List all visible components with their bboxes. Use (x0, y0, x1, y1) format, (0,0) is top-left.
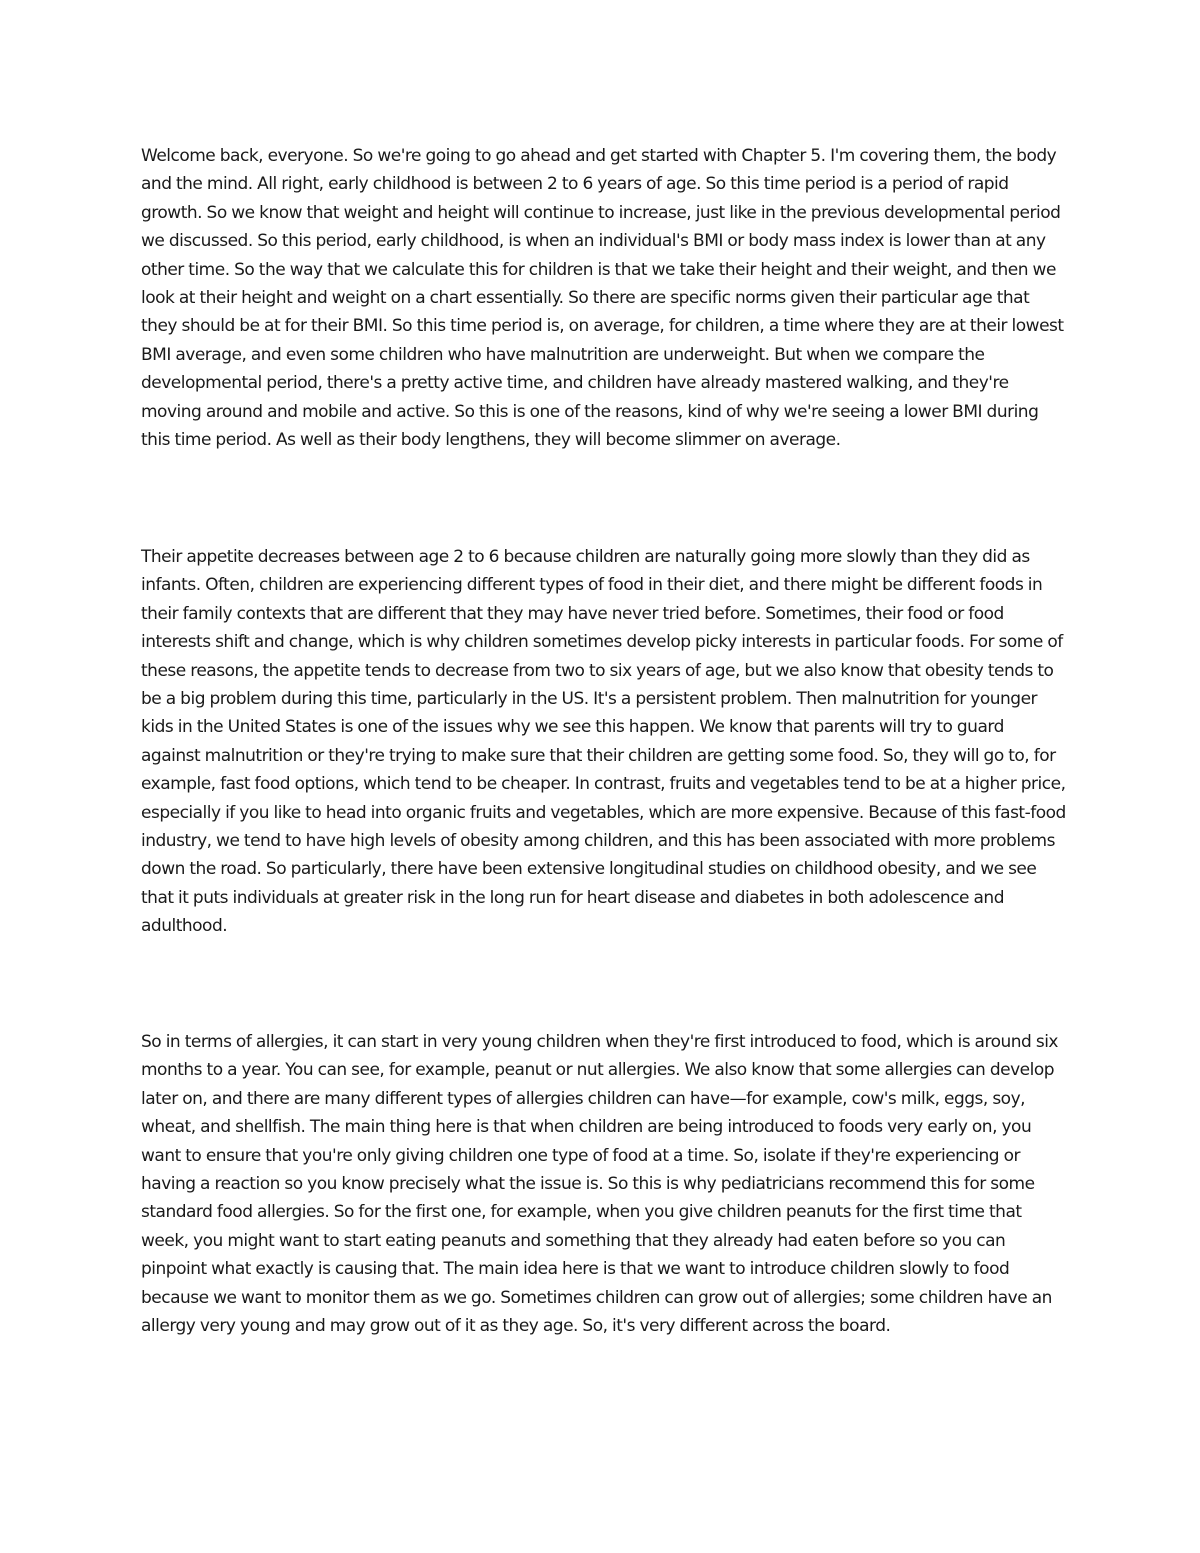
paragraph-body-and-bmi: Welcome back, everyone. So we're going to go ahead and get started with Chapter 5. I'm covering them, the body and the mind. All right, early childhood is between 2 to 6 years of age. So this time period is a period of rapid growth. So we know that weight and height will continue to increase, just like in the previous developmental period we discussed. So this period, early childhood, is when an individual's BMI or body mass index is lower than at any other time. So the way that we calculate this for children is that we take their height and their weight, and then we look at their height and weight on a chart essentially. So there are specific norms given their particular age that they should be at for their BMI. So this time period is, on average, for children, a time where they are at their lowest BMI average, and even some children who have malnutrition are underweight. But when we compare the developmental period, there's a pretty active time, and children have already mastered walking, and they're moving around and mobile and active. So this is one of the reasons, kind of why we're seeing a lower BMI during this time period. As well as their body lengthens, they will become slimmer on average. (141, 146, 1064, 451)
paragraph-allergies: So in terms of allergies, it can start in very young children when they're first introduced to food, which is around six months to a year. You can see, for example, peanut or nut allergies. We also know that some allergies can develop later on, and there are many different types of allergies children can have—for example, cow's milk, eggs, soy, wheat, and shellfish. The main thing here is that when children are being introduced to foods very early on, you want to ensure that you're only giving children one type of food at a time. So, isolate if they're experiencing or having a reaction so you know precisely what the issue is. So this is why pediatricians recommend this for some standard food allergies. So for the first one, for example, when you give children peanuts for the first time that week, you might want to start eating peanuts and something that they already had eaten before so you can pinpoint what exactly is causing that. The main idea here is that we want to introduce children slowly to food because we want to monitor them as we go. Sometimes children can grow out of allergies; some children have an allergy very young and may grow out of it as they age. So, it's very different across the board. (141, 1032, 1058, 1337)
paragraph-appetite-and-obesity: Their appetite decreases between age 2 to 6 because children are naturally going more slowly than they did as infants. Often, children are experiencing different types of food in their diet, and there might be different foods in their family contexts that are different that they may have never tried before. Sometimes, their food or food interests shift and change, which is why children sometimes develop picky interests in particular foods. For some of these reasons, the appetite tends to decrease from two to six years of age, but we also know that obesity tends to be a big problem during this time, particularly in the US. It's a persistent problem. Then malnutrition for younger kids in the United States is one of the issues why we see this happen. We know that parents will try to guard against malnutrition or they're trying to make sure that their children are getting some food. So, they will go to, for example, fast food options, which tend to be cheaper. In contrast, fruits and vegetables tend to be at a higher price, especially if you like to head into organic fruits and vegetables, which are more expensive. Because of this fast-food industry, we tend to have high levels of obesity among children, and this has been associated with more problems down the road. So particularly, there have been extensive longitudinal studies on childhood obesity, and we see that it puts individuals at greater risk in the long run for heart disease and diabetes in both adolescence and adulthood. (141, 547, 1066, 937)
